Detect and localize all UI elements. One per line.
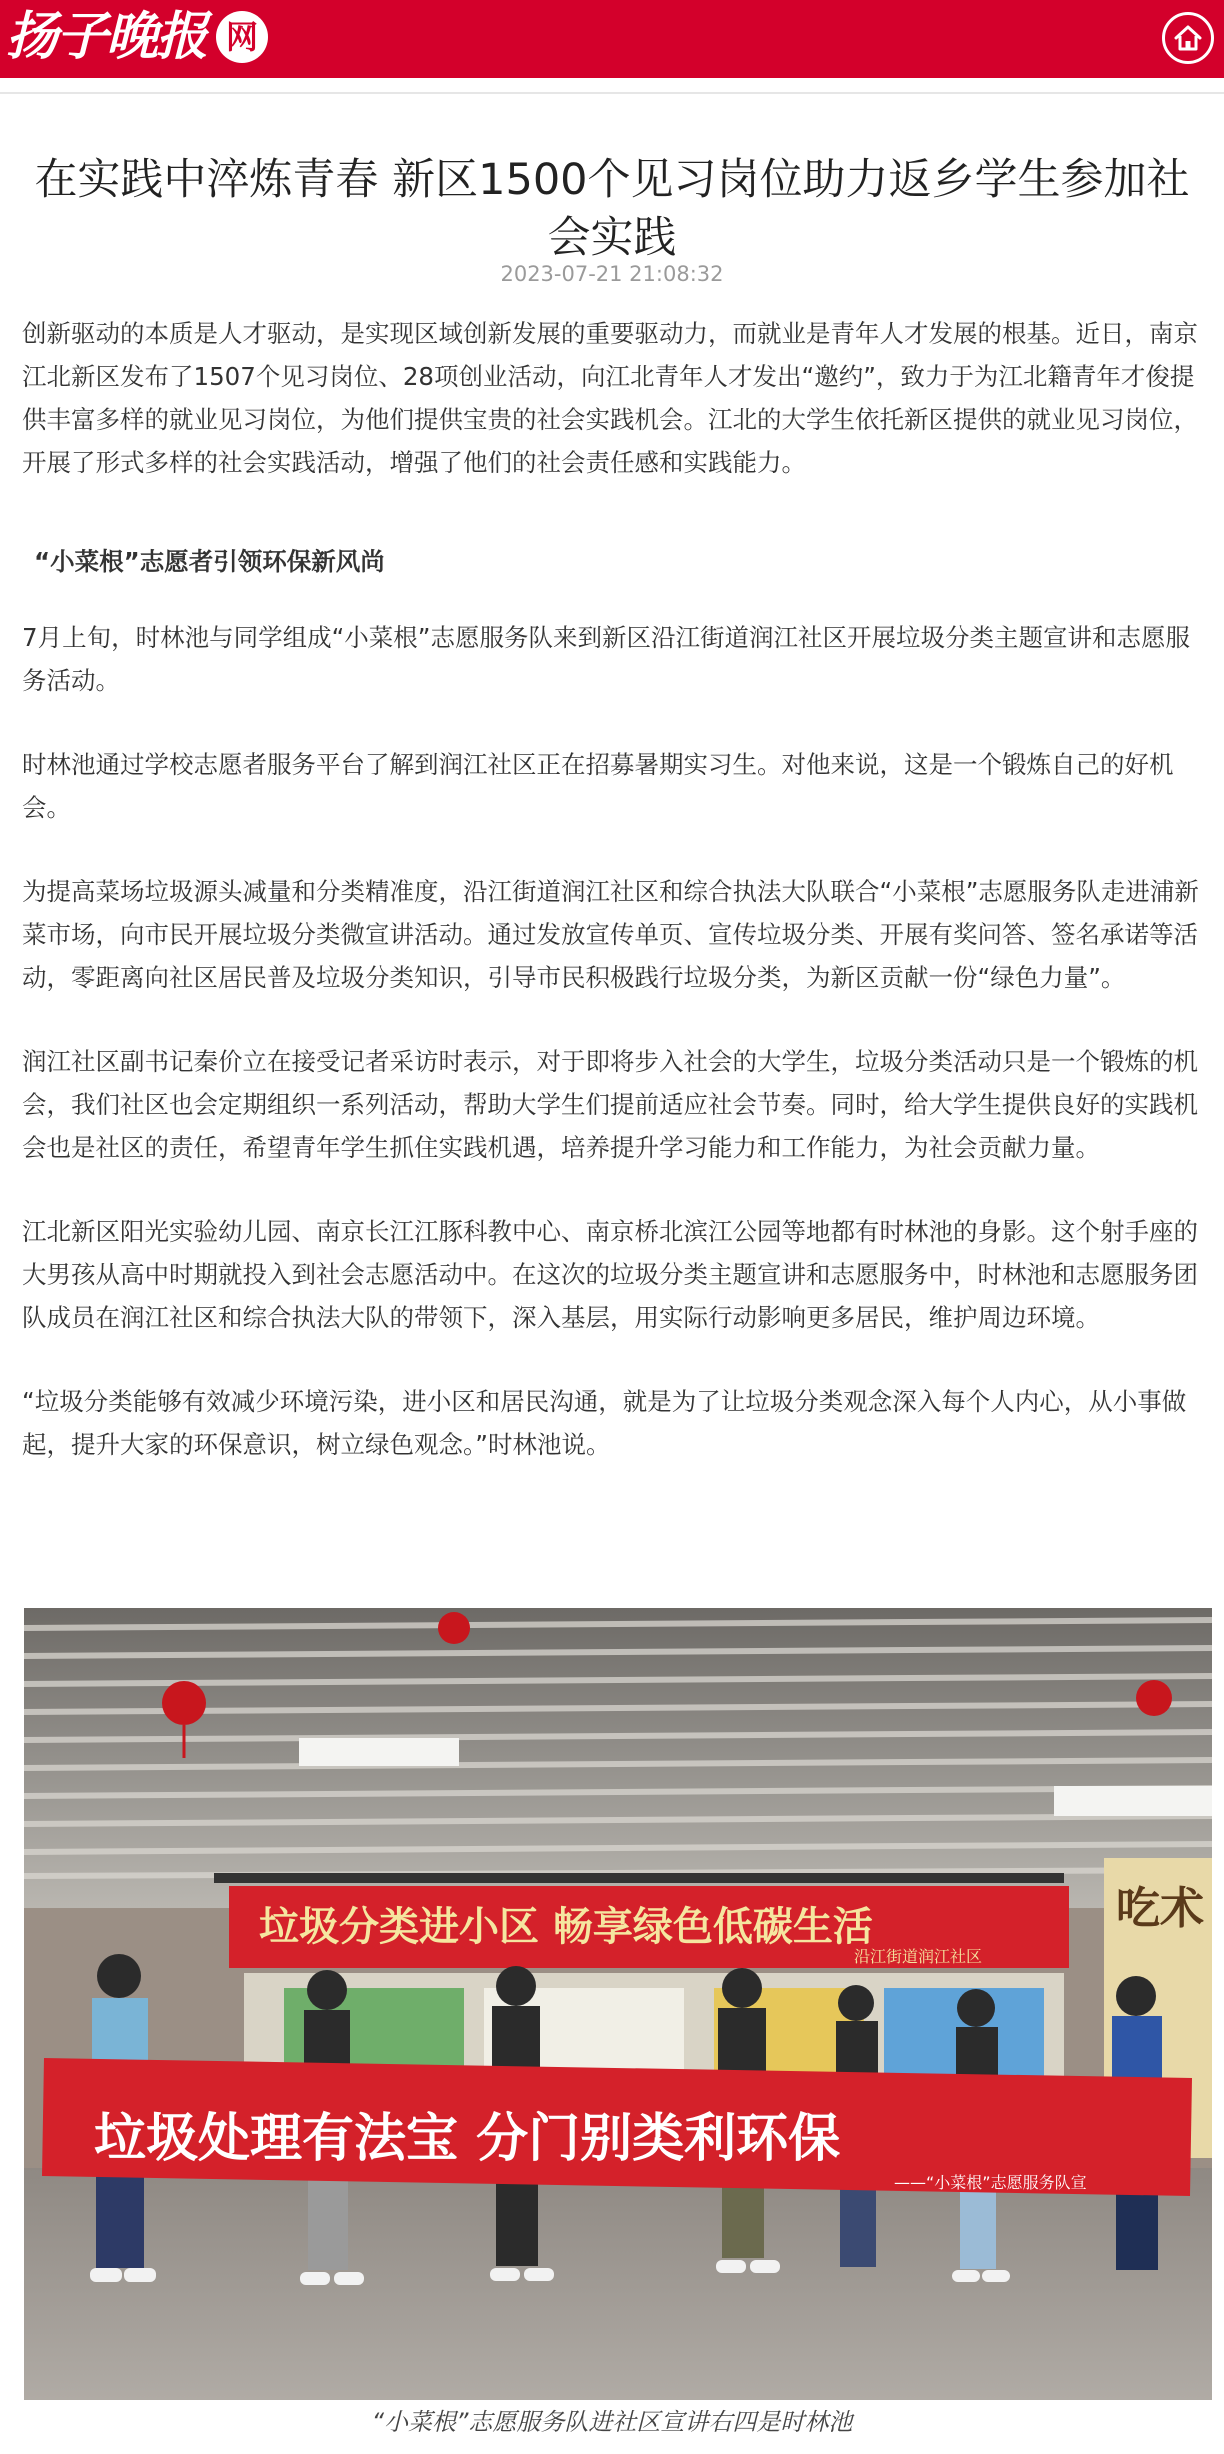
store-sign: 吃术 — [1116, 1883, 1204, 1934]
lower-banner-text: 垃圾处理有法宝 分门别类利环保 — [94, 2109, 841, 2169]
upper-banner-org: 沿江街道润江社区 — [854, 1947, 983, 1966]
article-title: 在实践中淬炼青春 新区1500个见习岗位助力返乡学生参加社会实践 — [34, 154, 1190, 263]
site-header — [0, 0, 1224, 78]
upper-banner-text: 垃圾分类进小区 畅享绿色低碳生活 — [259, 1904, 873, 1950]
article-photo — [24, 1608, 1212, 2400]
lower-banner-org: ——“小菜根”志愿服务队宣 — [894, 2173, 1087, 2192]
section-heading: “小菜根”志愿者引领环保新风尚 — [34, 547, 385, 576]
header-divider — [0, 92, 1224, 94]
article-paragraph: 时林池通过学校志愿者服务平台了解到润江社区正在招募暑期实习生。对他来说，这是一个锻炼自己的好机会。 — [22, 750, 1174, 822]
site-logo[interactable] — [6, 4, 268, 70]
article-paragraph: 7月上旬，时林池与同学组成“小菜根”志愿服务队来到新区沿江街道润江社区开展垃圾分类主题宣讲和志愿服务活动。 — [22, 623, 1190, 695]
article-body — [22, 312, 1212, 1507]
article-paragraph: 润江社区副书记秦价立在接受记者采访时表示，对于即将步入社会的大学生，垃圾分类活动只是一个锻炼的机会，我们社区也会定期组织一系列活动，帮助大学生们提前适应社会节奏。同时，给大学生提供良好的实践机会也是社区的责任，希望青年学生抓住实践机遇，培养提升学习能力和工作能力，为社会贡献力量。 — [22, 1047, 1198, 1162]
photo-caption: “小菜根”志愿服务队进社区宣讲右四是时林池 — [371, 2408, 853, 2436]
photo-illustration — [24, 1608, 1212, 2400]
home-button[interactable] — [1162, 12, 1214, 64]
article-paragraph: “垃圾分类能够有效减少环境污染，进小区和居民沟通，就是为了让垃圾分类观念深入每个人内心，从小事做起，提升大家的环保意识，树立绿色观念。”时林池说。 — [22, 1387, 1187, 1459]
home-icon — [1173, 23, 1203, 53]
logo-badge: 网 — [216, 11, 268, 63]
publish-date: 2023-07-21 21:08:32 — [500, 262, 724, 286]
logo-text: 扬子晚报 — [6, 6, 207, 67]
article-paragraph: 创新驱动的本质是人才驱动，是实现区域创新发展的重要驱动力，而就业是青年人才发展的根基。近日，南京江北新区发布了1507个见习岗位、28项创业活动，向江北青年人才发出“邀约”，致力于为江北籍青年才俊提供丰富多样的就业见习岗位，为他们提供宝贵的社会实践机会。江北的大学生依托新区提供的就业见习岗位，开展了形式多样的社会实践活动，增强了他们的社会责任感和实践能力。 — [22, 319, 1198, 477]
article-paragraph: 江北新区阳光实验幼儿园、南京长江江豚科教中心、南京桥北滨江公园等地都有时林池的身影。这个射手座的大男孩从高中时期就投入到社会志愿活动中。在这次的垃圾分类主题宣讲和志愿服务中，时林池和志愿服务团队成员在润江社区和综合执法大队的带领下，深入基层，用实际行动影响更多居民，维护周边环境。 — [22, 1217, 1198, 1332]
article-paragraph: 为提高菜场垃圾源头减量和分类精准度，沿江街道润江社区和综合执法大队联合“小菜根”志愿服务队走进浦新菜市场，向市民开展垃圾分类微宣讲活动。通过发放宣传单页、宣传垃圾分类、开展有奖问答、签名承诺等活动，零距离向社区居民普及垃圾分类知识，引导市民积极践行垃圾分类，为新区贡献一份“绿色力量”。 — [22, 877, 1199, 992]
